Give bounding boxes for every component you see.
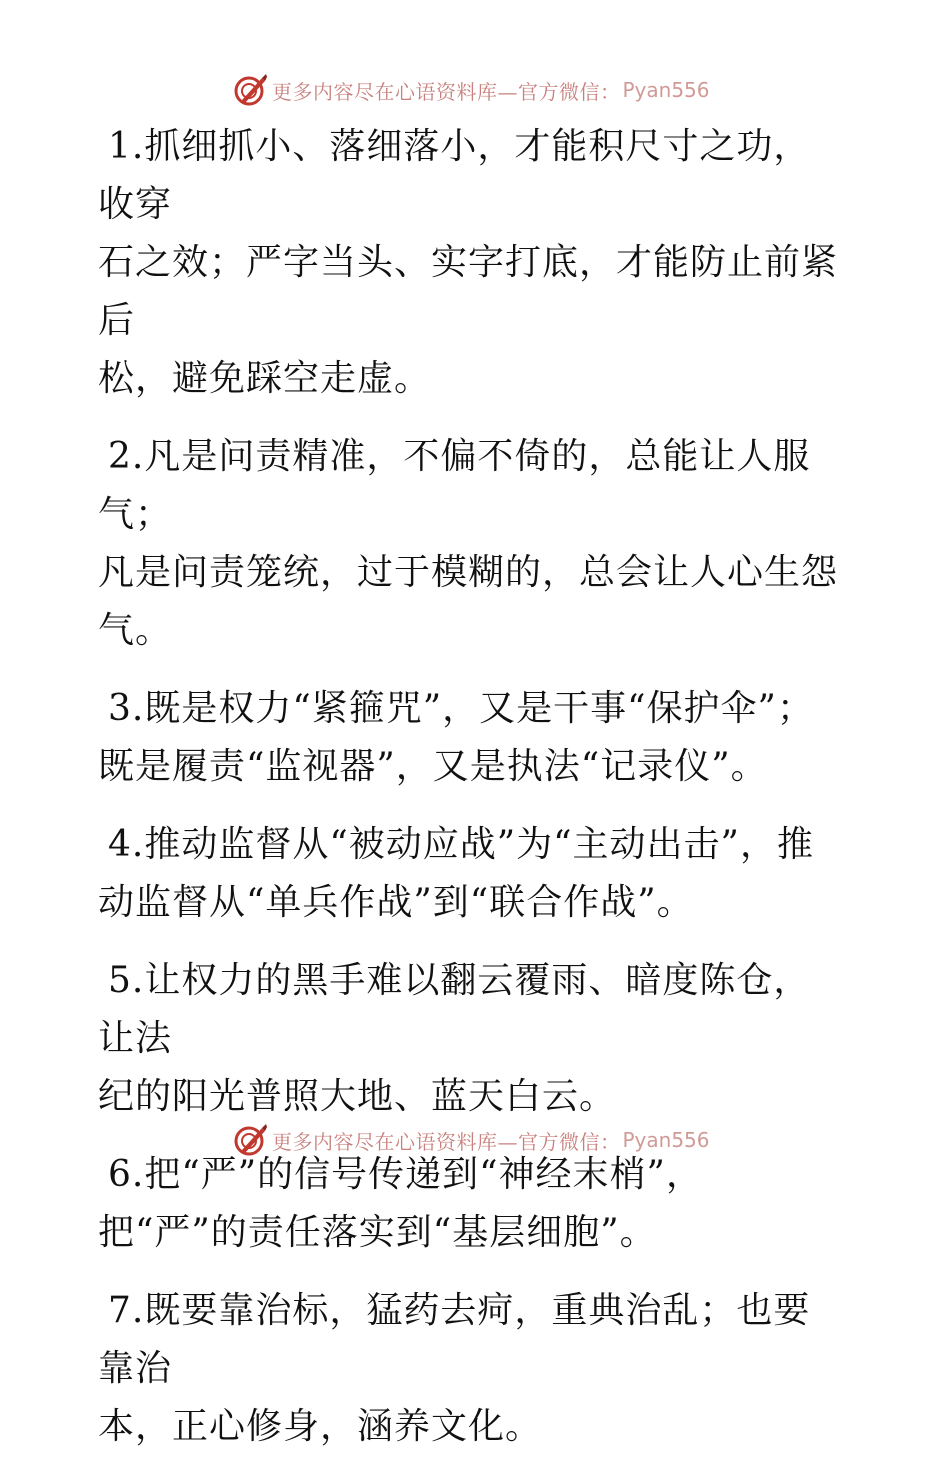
paragraph-line: 石之效；严字当头、实字打底，才能防止前紧后 — [98, 242, 839, 341]
header-watermark-banner — [232, 70, 710, 110]
paragraph-line: 既是履责“监视器”，又是执法“记录仪”。 — [98, 746, 768, 787]
paragraph-6 — [98, 1146, 838, 1262]
pen-logo-icon — [232, 1122, 268, 1158]
document-body — [98, 118, 838, 1476]
paragraph-line: 把“严”的责任落实到“基层细胞”。 — [98, 1212, 657, 1253]
paragraph-line: 凡是问责笼统，过于模糊的，总会让人心生怨气。 — [98, 552, 839, 651]
paragraph-2 — [98, 428, 838, 660]
paragraph-4 — [98, 816, 838, 932]
paragraph-5 — [98, 952, 838, 1126]
paragraph-line: 2.凡是问责精准，不偏不倚的，总能让人服气； — [98, 436, 811, 535]
paragraph-line: 5.让权力的黑手难以翻云覆雨、暗度陈仓，让法 — [98, 960, 811, 1059]
paragraph-3 — [98, 680, 838, 796]
paragraph-line: 4.推动监督从“被动应战”为“主动出击”，推 — [108, 824, 814, 865]
paragraph-line: 1.抓细抓小、落细落小，才能积尺寸之功，收穿 — [98, 126, 811, 225]
paragraph-line: 松，避免踩空走虚。 — [98, 358, 432, 399]
banner-text: 更多内容尽在心语资料库—官方微信： — [272, 1129, 621, 1154]
paragraph-line: 纪的阳光普照大地、蓝天白云。 — [98, 1076, 617, 1117]
paragraph-line: 3.既是权力“紧箍咒”，又是干事“保护伞”； — [108, 688, 814, 729]
banner-text: 更多内容尽在心语资料库—官方微信： — [272, 79, 621, 104]
paragraph-line: 6.把“严”的信号传递到“神经末梢”， — [108, 1154, 703, 1195]
banner-wechat-id: Pyan556 — [622, 1128, 710, 1152]
paragraph-line: 本，正心修身，涵养文化。 — [98, 1406, 543, 1447]
paragraph-line: 动监督从“单兵作战”到“联合作战”。 — [98, 882, 694, 923]
pen-logo-icon — [232, 72, 268, 108]
banner-wechat-id: Pyan556 — [622, 78, 710, 102]
paragraph-7 — [98, 1282, 838, 1456]
paragraph-1 — [98, 118, 838, 408]
footer-watermark-banner — [232, 1120, 710, 1160]
paragraph-line: 7.既要靠治标，猛药去疴，重典治乱；也要靠治 — [98, 1290, 811, 1389]
